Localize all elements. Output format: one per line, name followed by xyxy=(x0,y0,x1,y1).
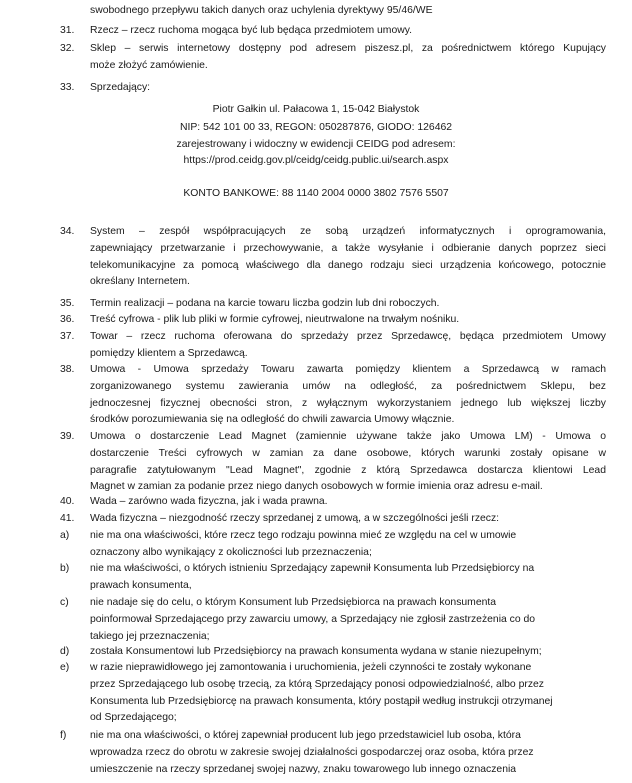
seller-tax-ids: NIP: 542 101 00 33, REGON: 050287876, GIODO: 126462 xyxy=(179,122,453,133)
item-text-line: nie ma ona właściwości, które rzecz tego rodzaju powinna mieć ze względu na cel w umowie xyxy=(90,530,517,541)
item-text-line: umieszczenie na rzeczy sprzedanej swojej nazwy, znaku towarowego lub innego oznaczenia xyxy=(90,763,517,775)
item-text-line: Wada fizyczna – niezgodność rzeczy sprzedanej z umową, a w szczególności jeśli rzecz: xyxy=(90,513,500,524)
seller-registry-note: zarejestrowany i widoczny w ewidencji CEIDG pod adresem: xyxy=(176,139,456,150)
item-number: e) xyxy=(60,662,70,673)
item-text-line: pomiędzy klientem a Sprzedawcą. xyxy=(90,347,248,359)
seller-name-address: Piotr Gałkin ul. Pałacowa 1, 15-042 Białystok xyxy=(212,104,420,115)
item-text-line: przez Sprzedającego lub osobę trzecią, za którą Sprzedający ponosi odpowiedzialność, albo przez xyxy=(90,678,544,690)
item-number: 41. xyxy=(60,513,75,524)
item-number: 37. xyxy=(60,331,75,342)
item-text-line: Rzecz – rzecz ruchoma mogąca być lub będąca przedmiotem umowy. xyxy=(90,25,413,36)
item-number: b) xyxy=(60,563,70,574)
item-text-line: zorganizowanego systemu zawierania umów na odległość, za pośrednictwem Sklepu, bez xyxy=(90,380,606,392)
item-text-line: dostarczenie Treści cyfrowych w zamian za dane osobowe, których warunki zostały opisane w xyxy=(90,447,606,459)
item-text-line: Towar – rzecz ruchoma oferowana do sprzedaży przez Sprzedawcę, będąca przedmiotem Umowy xyxy=(90,331,606,342)
item-number: 31. xyxy=(60,25,75,36)
item-text-line: od Sprzedającego; xyxy=(90,712,177,724)
item-text-line: wprowadza rzecz do obrotu w zakresie swojej działalności gospodarczej oraz osoba, która przez xyxy=(90,746,534,758)
item-text-line: jednoczesnej fizycznej obecności stron, z wyłącznym wykorzystaniem jednego lub większej liczby xyxy=(90,397,606,409)
top-continuation-line: swobodnego przepływu takich danych oraz uchylenia dyrektywy 95/46/WE xyxy=(90,5,433,16)
item-number: d) xyxy=(60,646,70,657)
item-text-line: telekomunikacyjne za pomocą właściwego dla danego rodzaju sieci urządzenia końcowego, potocznie xyxy=(90,259,606,271)
item-text-line: Treść cyfrowa - plik lub pliki w formie cyfrowej, nieutrwalone na trwałym nośniku. xyxy=(90,314,460,325)
item-text-line: poinformował Sprzedającego przy zawarciu umowy, a Sprzedający nie zgłosił zastrzeżenia co do xyxy=(90,613,536,625)
item-text-line: Umowa o dostarczenie Lead Magnet (zamiennie używane także jako Umowa LM) - Umowa o xyxy=(90,431,606,442)
seller-registry-url: https://prod.ceidg.gov.pl/ceidg/ceidg.public.ui/search.aspx xyxy=(183,155,449,166)
item-text-line: nie nadaje się do celu, o którym Konsument lub Przedsiębiorca na prawach konsumenta xyxy=(90,597,497,608)
item-text-line: Sprzedający: xyxy=(90,82,151,93)
item-number: 35. xyxy=(60,298,75,309)
item-text-line: nie ma właściwości, o których istnieniu Sprzedający zapewnił Konsumenta lub Przedsiębiorcy na xyxy=(90,563,535,574)
item-text-line: środków porozumiewania się na odległość do chwili zawarcia Umowy włącznie. xyxy=(90,414,455,426)
item-number: 40. xyxy=(60,496,75,507)
item-number: 39. xyxy=(60,431,75,442)
item-text-line: Magnet w zamian za podanie przez niego danych osobowych w formie imienia oraz adresu e-mail. xyxy=(90,481,543,493)
bank-account: KONTO BANKOWE: 88 1140 2004 0000 3802 7576 5507 xyxy=(183,188,449,199)
item-number: 33. xyxy=(60,82,75,93)
item-text-line: zapewniający przetwarzanie i przechowywanie, a także wysyłanie i odbieranie danych poprzez sieci xyxy=(90,242,606,254)
item-text-line: może złożyć zamówienie. xyxy=(90,59,208,71)
item-text-line: Sklep – serwis internetowy dostępny pod adresem piszesz.pl, za pośrednictwem którego Kupujący xyxy=(90,43,606,54)
item-text-line: Wada – zarówno wada fizyczna, jak i wada prawna. xyxy=(90,496,328,507)
item-number: 34. xyxy=(60,226,75,237)
item-text-line: Termin realizacji – podana na karcie towaru liczba godzin lub dni roboczych. xyxy=(90,298,440,309)
item-number: f) xyxy=(60,730,67,741)
item-text-line: nie ma ona właściwości, o której zapewniał producent lub jego przedstawiciel lub osoba, która xyxy=(90,730,521,741)
item-text-line: została Konsumentowi lub Przedsiębiorcy na prawach konsumenta wydana w stanie niezupełnym; xyxy=(90,646,542,657)
item-number: c) xyxy=(60,597,69,608)
item-text-line: takiego jej przeznaczenia; xyxy=(90,630,210,642)
item-text-line: Umowa - Umowa sprzedaży Towaru zawarta pomiędzy klientem a Sprzedawcą w ramach xyxy=(90,364,606,375)
item-text-line: oznaczony albo wynikający z okoliczności lub przeznaczenia; xyxy=(90,546,372,558)
item-text-line: paragrafie zatytułowanym "Lead Magnet", zgodnie z którą Sprzedawca dostarcza klientowi Lead xyxy=(90,464,606,476)
item-number: 36. xyxy=(60,314,75,325)
item-text-line: w razie nieprawidłowego jej zamontowania i uruchomienia, jeżeli czynności te zostały wykonane xyxy=(90,662,532,673)
item-text-line: prawach konsumenta, xyxy=(90,579,192,591)
item-text-line: Konsumenta lub Przedsiębiorcę na prawach konsumenta, który postąpił według instrukcji otrzymanej xyxy=(90,695,553,707)
item-text-line: określany Internetem. xyxy=(90,276,190,288)
item-number: 38. xyxy=(60,364,75,375)
item-number: 32. xyxy=(60,43,75,54)
item-number: a) xyxy=(60,530,70,541)
item-text-line: System – zespół współpracujących ze sobą urządzeń informatycznych i oprogramowania, xyxy=(90,226,606,237)
